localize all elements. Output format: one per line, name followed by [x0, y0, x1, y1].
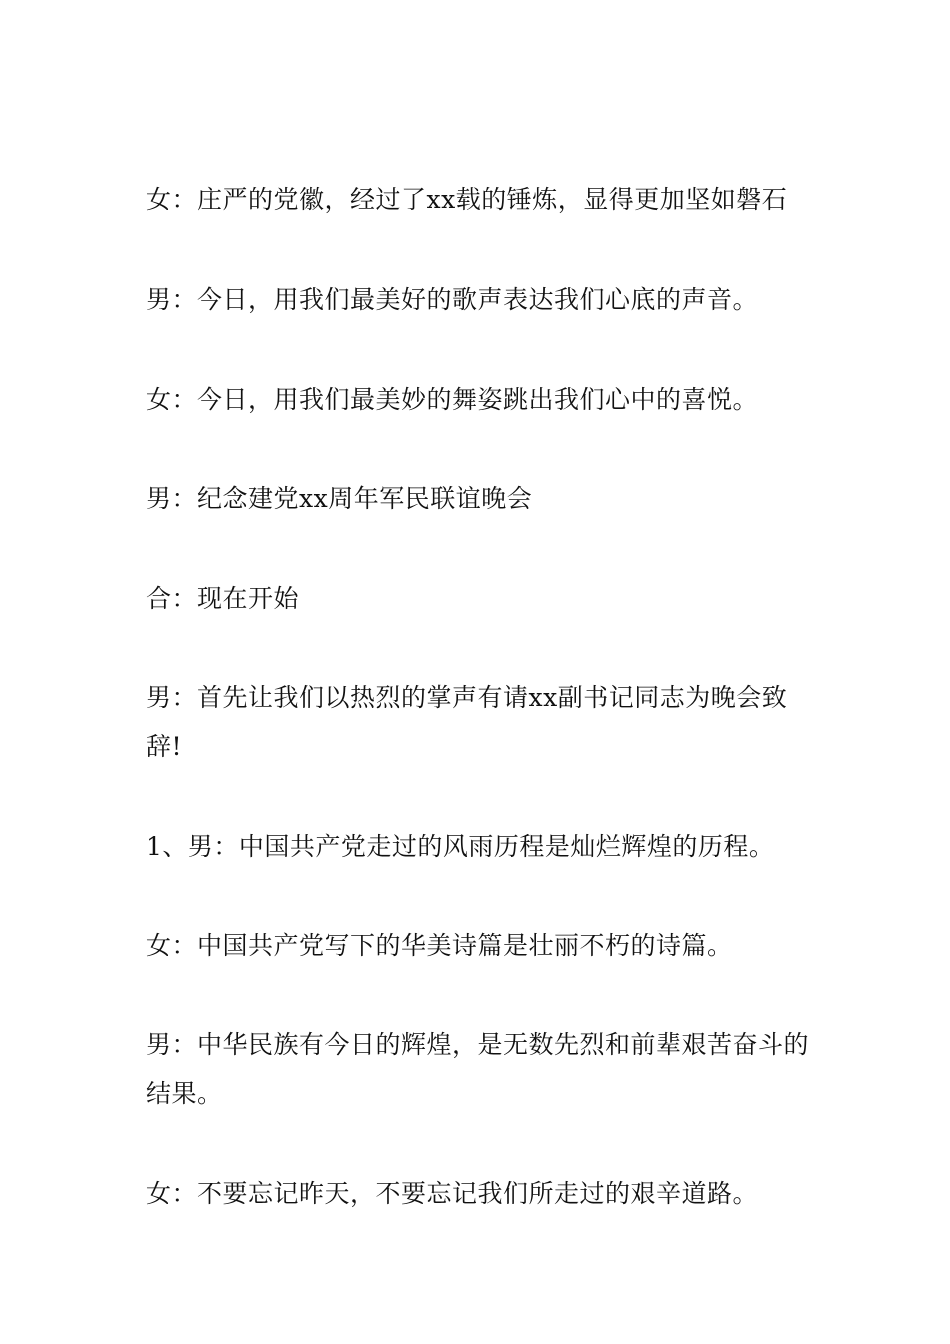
paragraph-10: 女：不要忘记昨天，不要忘记我们所走过的艰辛道路。 [146, 1179, 759, 1208]
paragraph-4: 男：纪念建党xx周年军民联谊晚会 [146, 484, 533, 513]
paragraph-9: 男：中华民族有今日的辉煌，是无数先烈和前辈艰苦奋斗的结果。 [146, 1030, 810, 1108]
paragraph-2: 男：今日，用我们最美好的歌声表达我们心底的声音。 [146, 285, 759, 314]
paragraph-3: 女：今日，用我们最美妙的舞姿跳出我们心中的喜悦。 [146, 385, 759, 414]
paragraph-7: 1、男：中国共产党走过的风雨历程是灿烂辉煌的历程。 [146, 832, 775, 861]
paragraph-5: 合：现在开始 [146, 584, 300, 613]
paragraph-1: 女：庄严的党徽，经过了xx载的锤炼，显得更加坚如磐石 [146, 185, 788, 214]
paragraph-6: 男：首先让我们以热烈的掌声有请xx副书记同志为晚会致辞! [146, 683, 788, 761]
paragraph-8: 女：中国共产党写下的华美诗篇是壮丽不朽的诗篇。 [146, 931, 733, 960]
